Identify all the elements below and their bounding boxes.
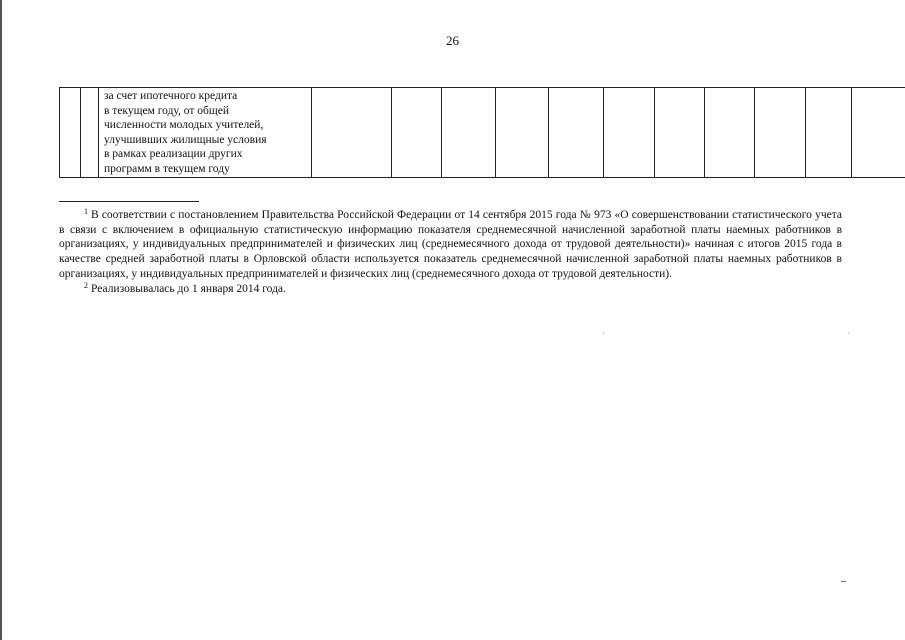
description-line: численности молодых учителей, bbox=[104, 119, 264, 132]
value-cell bbox=[549, 88, 604, 178]
footnote-1 bbox=[59, 208, 842, 282]
scan-speck bbox=[848, 332, 849, 334]
footnote-text: В соответствии с постановлением Правительства Российской Федерации от 14 сентября 2015 года № 973 «О совершенствовании статистического учета в связи с включением в официальную статистическую информацию показателя среднемесячной начисленной заработной платы наемных работников в организациях, у индивидуальных предпринимателей и физических лиц (среднемесячного дохода от трудовой деятельности)» начиная с итогов 2015 года в качестве средней заработной платы в Орловской области используется показатель среднемесячной начисленной заработной платы наемных работников в организациях, у индивидуальных предпринимателей и физических лиц (среднемесячного дохода от трудовой деятельности). bbox=[59, 209, 842, 280]
footnotes bbox=[59, 208, 842, 296]
page-number: 26 bbox=[446, 33, 459, 48]
value-cell bbox=[806, 88, 852, 178]
scan-speck bbox=[603, 332, 604, 334]
value-cell bbox=[312, 88, 392, 178]
footnote-marker: 2 bbox=[84, 280, 88, 290]
value-cell bbox=[852, 88, 905, 178]
value-cell bbox=[496, 88, 549, 178]
value-cell bbox=[604, 88, 655, 178]
value-cell bbox=[705, 88, 755, 178]
footnote-marker: 1 bbox=[84, 207, 88, 216]
value-cell bbox=[755, 88, 806, 178]
row-subnumber-cell bbox=[81, 88, 99, 178]
scan-speck bbox=[841, 581, 846, 582]
value-cell bbox=[392, 88, 442, 178]
footnote-separator bbox=[59, 201, 199, 202]
value-cell bbox=[442, 88, 496, 178]
description-line: программ в текущем году bbox=[104, 162, 230, 175]
footnote-text: Реализовывалась до 1 января 2014 года. bbox=[91, 282, 286, 295]
indicator-description-cell bbox=[99, 88, 312, 178]
page-left-edge bbox=[0, 0, 2, 640]
table-row bbox=[60, 88, 905, 178]
row-number-cell bbox=[60, 88, 81, 178]
description-line: улучшивших жилищные условия bbox=[104, 133, 267, 146]
description-line: в текущем году, от общей bbox=[104, 104, 229, 117]
footnote-2 bbox=[59, 282, 842, 297]
value-cell bbox=[655, 88, 705, 178]
indicator-table bbox=[59, 87, 905, 178]
description-line: за счет ипотечного кредита bbox=[104, 90, 238, 102]
description-line: в рамках реализации других bbox=[104, 148, 243, 161]
